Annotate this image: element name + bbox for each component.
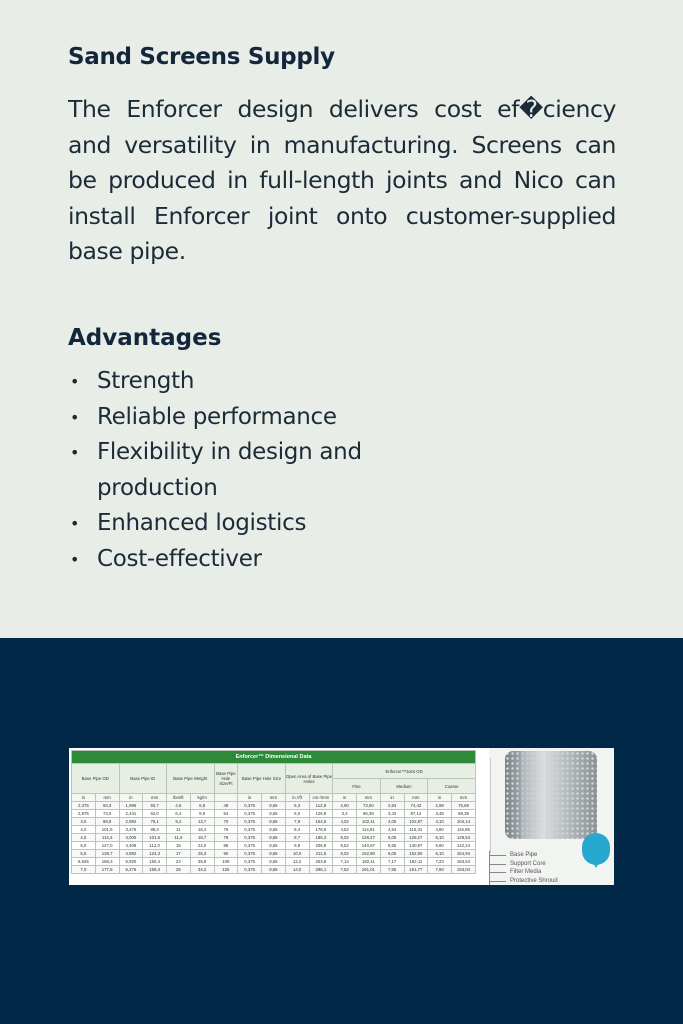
- divider: [490, 758, 491, 853]
- table-cell: 0,375: [238, 866, 262, 874]
- table-cell: 9,65: [262, 802, 286, 810]
- table-cell: 182,11: [357, 858, 381, 866]
- table-cell: 4,02: [333, 818, 357, 826]
- table-cell: 11,6: [167, 834, 191, 842]
- table-cell: 296,1: [309, 866, 333, 874]
- unit-cell: in: [238, 794, 262, 802]
- table-cell: 0,375: [238, 826, 262, 834]
- unit-cell: mm: [452, 794, 476, 802]
- table-cell: 5,920: [119, 858, 143, 866]
- table-cell: 193,04: [452, 866, 476, 874]
- table-cell: 7,23: [428, 858, 452, 866]
- table-cell: 6,0: [285, 810, 309, 818]
- unit-cell: in: [72, 794, 96, 802]
- table-cell: 17: [167, 850, 191, 858]
- table-cell: 11: [167, 826, 191, 834]
- screen-cylinder-image: [505, 751, 597, 839]
- table-cell: 8,4: [285, 826, 309, 834]
- table-cell: 16,4: [190, 826, 214, 834]
- table-cell: 4,000: [119, 834, 143, 842]
- table-cell: 4,60: [428, 826, 452, 834]
- table-cell: 9,65: [262, 850, 286, 858]
- table-cell: 6,276: [119, 866, 143, 874]
- table-cell: 2,375: [72, 802, 96, 810]
- list-item: [68, 542, 428, 578]
- page-title: Sand Screens Supply: [68, 44, 335, 70]
- table-cell: 76,1: [143, 818, 167, 826]
- table-row: [72, 842, 476, 850]
- table-cell: 3,5: [72, 818, 96, 826]
- legend-item: Filter Media: [489, 868, 558, 877]
- table-cell: 7,14: [333, 858, 357, 866]
- table-cell: 4,0: [72, 826, 96, 834]
- table-row: [72, 802, 476, 810]
- unit-cell: mm: [262, 794, 286, 802]
- table-cell: 6,8: [190, 802, 214, 810]
- table-cell: 0,375: [238, 858, 262, 866]
- table-header: Enforcer™Joint OD: [333, 764, 476, 779]
- unit-cell: in: [380, 794, 404, 802]
- table-cell: 9,65: [262, 818, 286, 826]
- units-row: [72, 794, 476, 802]
- table-cell: 177,8: [95, 866, 119, 874]
- bullet-icon: •: [70, 372, 80, 391]
- table-cell: 253,8: [309, 858, 333, 866]
- table-cell: 182,11: [404, 858, 428, 866]
- table-header: Base Pipe ID: [119, 764, 167, 794]
- bullet-icon: •: [70, 514, 80, 533]
- unit-cell: mm: [404, 794, 428, 802]
- intro-paragraph: The Enforcer design delivers cost ef�ciency and versatility in manufacturing. Screens can be produced in full-length joints and Nico can install Enforcer joint onto customer-supplied base pipe.: [68, 95, 616, 265]
- component-legend: [489, 851, 558, 885]
- table-cell: 14,0: [285, 866, 309, 874]
- table-cell: 70: [214, 818, 238, 826]
- table-cell: 101,6: [95, 826, 119, 834]
- table-cell: 9,65: [262, 842, 286, 850]
- unit-cell: kg/m: [190, 794, 214, 802]
- table-cell: 0,375: [238, 818, 262, 826]
- table-cell: 128,27: [404, 834, 428, 842]
- unit-cell: mm: [95, 794, 119, 802]
- advantages-list: [68, 364, 428, 577]
- table-cell: 185,3: [309, 834, 333, 842]
- table-cell: 6,10: [428, 850, 452, 858]
- table-cell: 5,3: [285, 802, 309, 810]
- table-cell: 159,4: [143, 866, 167, 874]
- table-cell: 9,8: [285, 842, 309, 850]
- dimensional-data-table: [71, 750, 476, 874]
- table-cell: 54: [214, 810, 238, 818]
- list-item-label: Cost-effectiver: [97, 545, 262, 572]
- list-item: [68, 400, 428, 436]
- table-cell: 2,875: [72, 810, 96, 818]
- table-cell: 191,01: [357, 866, 381, 874]
- table-cell: 191,77: [404, 866, 428, 874]
- unit-cell: in: [333, 794, 357, 802]
- table-cell: 139,7: [95, 850, 119, 858]
- list-item: [68, 506, 428, 542]
- table-cell: 76: [214, 826, 238, 834]
- table-cell: 5,60: [428, 842, 452, 850]
- table-cell: 7,0: [72, 866, 96, 874]
- table-cell: 102,11: [357, 818, 381, 826]
- table-cell: 2,992: [119, 818, 143, 826]
- table-cell: 127,0: [95, 842, 119, 850]
- table-cell: 34,2: [190, 866, 214, 874]
- table-cell: 116,85: [452, 826, 476, 834]
- table-cell: 1,995: [119, 802, 143, 810]
- table-cell: 125: [214, 866, 238, 874]
- table-header: Base Pipe Hole Size/Ft: [214, 764, 238, 794]
- table-cell: 24: [167, 858, 191, 866]
- unit-cell: in: [428, 794, 452, 802]
- table-row: [72, 818, 476, 826]
- table-cell: 2,93: [380, 802, 404, 810]
- table-cell: 114,3: [95, 834, 119, 842]
- list-item-label: Strength: [97, 368, 195, 394]
- table-cell: 18,7: [190, 834, 214, 842]
- table-cell: 50,7: [143, 802, 167, 810]
- table-header: Base Pipe OD: [72, 764, 120, 794]
- table-cell: 3,43: [380, 810, 404, 818]
- table-cell: 88,39: [452, 810, 476, 818]
- table-cell: 6,02: [333, 850, 357, 858]
- bullet-icon: •: [70, 549, 80, 569]
- legend-item: Base Pipe: [489, 851, 558, 860]
- table-cell: 152,80: [404, 850, 428, 858]
- table-cell: 142,24: [452, 842, 476, 850]
- table-cell: 112,0: [143, 842, 167, 850]
- table-title: Enforcer™ Dimensional Data: [72, 751, 476, 764]
- bullet-icon: •: [70, 443, 80, 462]
- table-cell: 0,375: [238, 842, 262, 850]
- table-cell: 3,4: [333, 810, 357, 818]
- table-cell: 7,52: [333, 866, 357, 874]
- unit-cell: mm: [143, 794, 167, 802]
- table-cell: 26: [167, 866, 191, 874]
- table-cell: 178,6: [309, 826, 333, 834]
- table-cell: 128,27: [357, 834, 381, 842]
- table-row: [72, 850, 476, 858]
- table-cell: 9,2: [167, 818, 191, 826]
- table-cell: 75,69: [452, 802, 476, 810]
- table-cell: 126,9: [309, 810, 333, 818]
- table-subheader: Coarse: [428, 779, 476, 794]
- table-cell: 0,375: [238, 810, 262, 818]
- table-cell: 5,55: [380, 842, 404, 850]
- list-item-label: Flexibility in design and production: [97, 439, 362, 501]
- table-row: [72, 826, 476, 834]
- legend-item: Support Core: [489, 860, 558, 869]
- table-cell: 0,375: [238, 850, 262, 858]
- table-cell: 7,60: [428, 866, 452, 874]
- table-cell: 8,7: [285, 834, 309, 842]
- table-cell: 9,65: [262, 810, 286, 818]
- table-cell: 154,94: [452, 850, 476, 858]
- table-cell: 4,408: [119, 842, 143, 850]
- table-cell: 4,5: [72, 834, 96, 842]
- table-cell: 48: [214, 802, 238, 810]
- table-cell: 88: [214, 842, 238, 850]
- table-cell: 5,02: [333, 834, 357, 842]
- table-cell: 7,17: [380, 858, 404, 866]
- table-cell: 88,9: [95, 818, 119, 826]
- table-cell: 86,39: [357, 810, 381, 818]
- table-cell: 90: [214, 850, 238, 858]
- table-cell: 0,375: [238, 802, 262, 810]
- base-pipe-image: [521, 751, 545, 839]
- table-cell: 5,52: [333, 842, 357, 850]
- table-cell: 109: [214, 858, 238, 866]
- table-cell: 5,05: [380, 834, 404, 842]
- table-cell: 6,05: [380, 850, 404, 858]
- table-cell: 2,441: [119, 810, 143, 818]
- table-row: [72, 858, 476, 866]
- badge-pin-icon: [582, 833, 610, 865]
- table-cell: 87,12: [404, 810, 428, 818]
- table-cell: 101,6: [143, 834, 167, 842]
- table-cell: 35,8: [190, 858, 214, 866]
- unit-cell: mm: [357, 794, 381, 802]
- table-cell: 4,54: [380, 826, 404, 834]
- table-cell: 25,3: [190, 850, 214, 858]
- table-cell: 22,0: [190, 842, 214, 850]
- table-cell: 9,65: [262, 834, 286, 842]
- table-cell: 150,4: [143, 858, 167, 866]
- table-subheader: Medium: [380, 779, 428, 794]
- table-cell: 2,90: [333, 802, 357, 810]
- table-cell: 73,60: [357, 802, 381, 810]
- table-cell: 4,52: [333, 826, 357, 834]
- table-cell: 5,0: [72, 842, 96, 850]
- table-cell: 9,5: [190, 810, 214, 818]
- dimensional-data-image: [69, 748, 614, 885]
- table-cell: 73,0: [95, 810, 119, 818]
- table-cell: 129,54: [452, 834, 476, 842]
- table-cell: 114,81: [357, 826, 381, 834]
- table-cell: 4,892: [119, 850, 143, 858]
- table-cell: 102,87: [404, 818, 428, 826]
- table-cell: 12,2: [285, 858, 309, 866]
- table-cell: 74,42: [404, 802, 428, 810]
- table-cell: 3,476: [119, 826, 143, 834]
- table-cell: 6,625: [72, 858, 96, 866]
- table-cell: 115,31: [404, 826, 428, 834]
- table-cell: 152,90: [357, 850, 381, 858]
- table-cell: 5,10: [428, 834, 452, 842]
- list-item: [68, 435, 428, 506]
- table-cell: 7,8: [285, 818, 309, 826]
- table-cell: 140,97: [357, 842, 381, 850]
- unit-cell: in: [119, 794, 143, 802]
- list-item: [68, 364, 428, 400]
- advantages-heading: Advantages: [68, 325, 222, 351]
- table-cell: 6,4: [167, 810, 191, 818]
- table-cell: 4,05: [380, 818, 404, 826]
- table-row: [72, 866, 476, 874]
- table-cell: 164,5: [309, 818, 333, 826]
- table-cell: 206,8: [309, 842, 333, 850]
- table-cell: 104,14: [452, 818, 476, 826]
- table-row: [72, 834, 476, 842]
- table-cell: 2,98: [428, 802, 452, 810]
- table-cell: 15: [167, 842, 191, 850]
- table-cell: 9,65: [262, 858, 286, 866]
- table-cell: 168,3: [95, 858, 119, 866]
- list-item-label: Reliable performance: [97, 403, 337, 430]
- bullet-icon: •: [70, 407, 80, 427]
- unit-cell: [214, 794, 238, 802]
- table-cell: 10,0: [285, 850, 309, 858]
- table-header: Base Pipe Hole Size: [238, 764, 286, 794]
- table-cell: 0,375: [238, 834, 262, 842]
- table-cell: 9,65: [262, 866, 286, 874]
- table-cell: 78: [214, 834, 238, 842]
- table-body: [72, 802, 476, 874]
- table-cell: 211,5: [309, 850, 333, 858]
- table-cell: 60,3: [95, 802, 119, 810]
- table-header: Open Area of Base Pipe Holes: [285, 764, 333, 794]
- table-cell: 183,64: [452, 858, 476, 866]
- table-row: [72, 810, 476, 818]
- table-header: Base Pipe Weight: [167, 764, 215, 794]
- table-cell: 124,3: [143, 850, 167, 858]
- table-cell: 88,3: [143, 826, 167, 834]
- table-cell: 4,6: [167, 802, 191, 810]
- table-cell: 62,0: [143, 810, 167, 818]
- unit-cell: in.²/ft: [285, 794, 309, 802]
- table-cell: 7,55: [380, 866, 404, 874]
- table-subheader: Fine: [333, 779, 381, 794]
- unit-cell: cm.²/mm: [309, 794, 333, 802]
- legend-item: Protective Shroud: [489, 877, 558, 886]
- table-cell: 140,97: [404, 842, 428, 850]
- unit-cell: lbm/ft: [167, 794, 191, 802]
- table-cell: 5,5: [72, 850, 96, 858]
- table-cell: 9,65: [262, 826, 286, 834]
- list-item-label: Enhanced logistics: [97, 510, 307, 536]
- table-cell: 13,7: [190, 818, 214, 826]
- table-cell: 4,10: [428, 818, 452, 826]
- table-cell: 112,8: [309, 802, 333, 810]
- table-cell: 3,48: [428, 810, 452, 818]
